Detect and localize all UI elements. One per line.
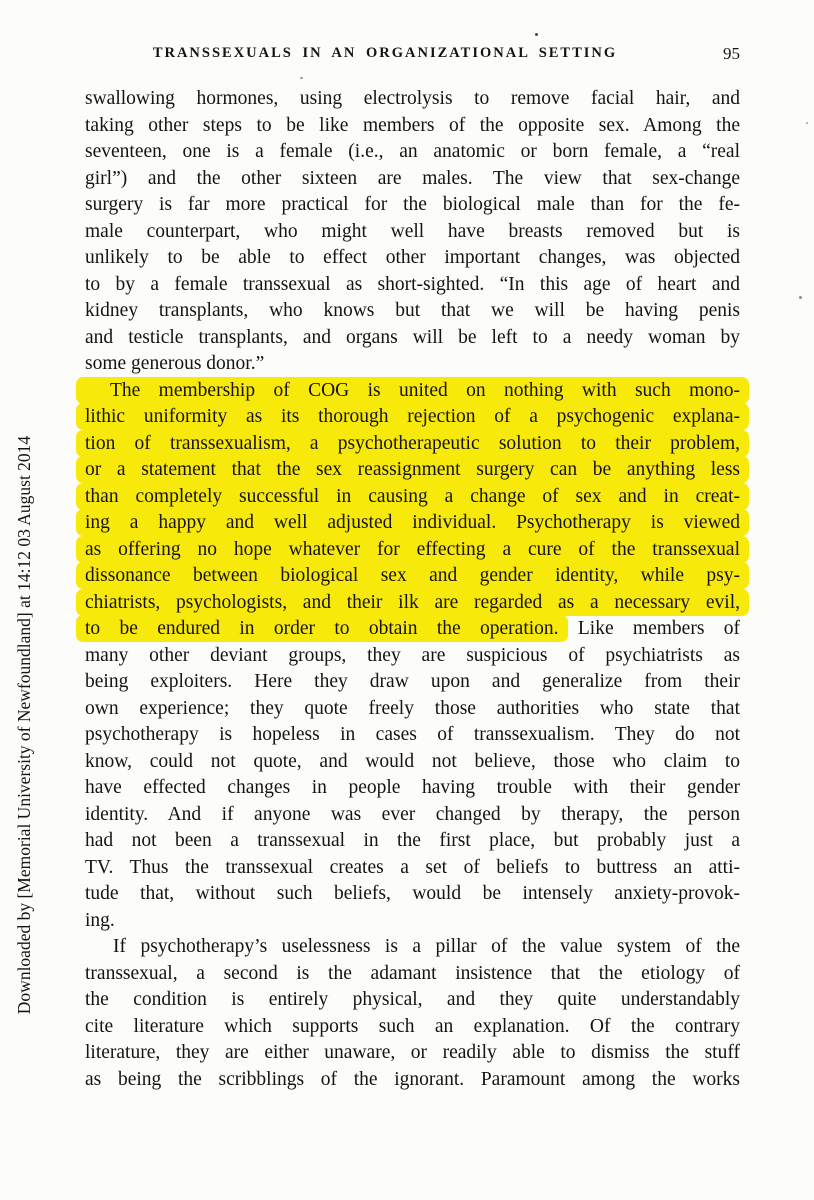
text-line (85, 643, 740, 670)
text-line (85, 802, 740, 829)
body-text: If psychotherapy’s uselessness is a pillar of the value system of the (113, 936, 740, 957)
text-line (85, 166, 740, 193)
body-text: know, could not quote, and would not believe, those who claim to (85, 750, 740, 772)
body-text: seventeen, one is a female (i.e., an anatomic or born female, a “real (85, 141, 740, 162)
page-header (85, 45, 740, 67)
scan-speck (806, 122, 808, 124)
highlighted-text: lithic uniformity as its thorough rejection of a psychogenic explana- (76, 403, 749, 430)
highlighted-text: tion of transsexualism, a psychotherapeutic solution to their problem, (76, 430, 749, 457)
page-number: 95 (723, 44, 740, 63)
body-text: being exploiters. Here they draw upon and generalize from their (85, 671, 740, 692)
body-text: unlikely to be able to effect other important changes, was objected (85, 247, 740, 268)
text-line (85, 590, 740, 617)
highlighted-text: as offering no hope whatever for effecting a cure of the transsexual (76, 536, 749, 563)
text-line (85, 987, 740, 1014)
body-text: taking other steps to be like members of the opposite sex. Among the (85, 114, 740, 136)
text-line (85, 272, 740, 299)
text-line (85, 563, 740, 590)
scan-speck (300, 77, 303, 79)
body-text: girl”) and the other sixteen are males. The view that sex-change (85, 167, 740, 189)
scan-speck (799, 296, 802, 299)
text-line (85, 298, 740, 325)
text-line (85, 245, 740, 272)
body-text: surgery is far more practical for the biological male than for the fe- (85, 194, 740, 215)
text-line (85, 484, 740, 511)
highlighted-text: or a statement that the sex reassignment surgery can be anything less (76, 456, 749, 483)
body-text: swallowing hormones, using electrolysis to remove facial hair, and (85, 88, 740, 109)
text-line (85, 457, 740, 484)
highlighted-text: than completely successful in causing a change of sex and in creat- (76, 483, 749, 510)
body-text: own experience; they quote freely those authorities who state that (85, 697, 740, 719)
text-line (85, 86, 740, 113)
text-line (85, 855, 740, 882)
text-line (85, 219, 740, 246)
text-line (85, 351, 740, 378)
scan-speck (535, 33, 538, 36)
text-line (85, 934, 740, 961)
body-text: cite literature which supports such an explanation. Of the contrary (85, 1015, 740, 1037)
text-line (85, 722, 740, 749)
text-line (85, 537, 740, 564)
body-text: tude that, without such beliefs, would be intensely anxiety-provok- (85, 883, 740, 904)
body-text: transsexual, a second is the adamant insistence that the etiology of (85, 962, 740, 984)
body-text: and testicle transplants, and organs will be left to a needy woman by (85, 326, 740, 348)
text-line (85, 1040, 740, 1067)
text-line (85, 192, 740, 219)
highlighted-text: chiatrists, psychologists, and their ilk are regarded as a necessary evil, (76, 589, 749, 616)
text-line (85, 431, 740, 458)
body-text: many other deviant groups, they are suspicious of psychiatrists as (85, 644, 740, 666)
download-watermark: Downloaded by [Memorial University of Newfoundland] at 14:12 03 August 2014 (14, 435, 34, 1015)
text-line (85, 616, 740, 643)
body-text: kidney transplants, who knows but that we will be having penis (85, 300, 740, 321)
text-line (85, 669, 740, 696)
running-header-title: TRANSSEXUALS IN AN ORGANIZATIONAL SETTING (152, 45, 618, 61)
text-line (85, 510, 740, 537)
text-line (85, 908, 740, 935)
body-text: TV. Thus the transsexual creates a set of beliefs to buttress an atti- (85, 856, 740, 878)
body-text: have effected changes in people having trouble with their gender (85, 777, 740, 798)
body-text: identity. And if anyone was ever changed by therapy, the person (85, 803, 740, 825)
body-text: male counterpart, who might well have breasts removed but is (85, 220, 740, 242)
text-line (85, 378, 740, 405)
body-text: ing. (85, 909, 115, 931)
highlighted-text: dissonance between biological sex and gender identity, while psy- (76, 562, 749, 589)
text-line (85, 749, 740, 776)
text-line (85, 961, 740, 988)
highlighted-text: The membership of COG is united on nothing with such mono- (76, 377, 749, 404)
body-text: as being the scribblings of the ignorant. Paramount among the works (85, 1068, 740, 1090)
text-line (85, 139, 740, 166)
body-text: literature, they are either unaware, or readily able to dismiss the stuff (85, 1042, 740, 1063)
text-line (85, 775, 740, 802)
body-text: the condition is entirely physical, and they quite understandably (85, 989, 740, 1010)
body-text: to by a female transsexual as short-sighted. “In this age of heart and (85, 273, 740, 295)
text-line (85, 828, 740, 855)
page-text (85, 86, 740, 1093)
text-line (85, 881, 740, 908)
body-text: some generous donor.” (85, 353, 265, 374)
text-line (85, 696, 740, 723)
text-line (85, 113, 740, 140)
text-line (85, 1067, 740, 1094)
highlighted-text: ing a happy and well adjusted individual. Psychotherapy is viewed (76, 509, 749, 536)
body-text: Like members of (558, 618, 740, 639)
body-text: had not been a transsexual in the first place, but probably just a (85, 830, 740, 851)
text-line (85, 325, 740, 352)
text-line (85, 404, 740, 431)
text-line (85, 1014, 740, 1041)
body-text: psychotherapy is hopeless in cases of transsexualism. They do not (85, 724, 740, 745)
highlighted-text: to be endured in order to obtain the operation. (76, 615, 568, 642)
